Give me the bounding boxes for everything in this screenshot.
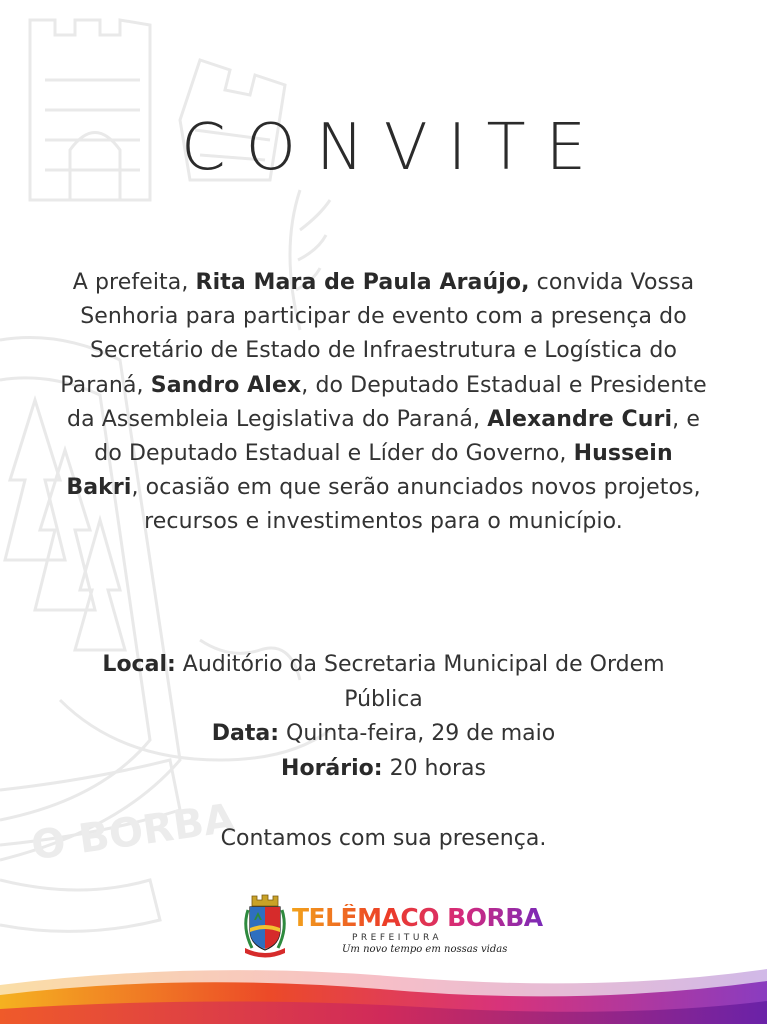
local-line [70, 648, 697, 717]
time-label: Horário: [281, 755, 383, 781]
brand-subtitle: PREFEITURA [352, 933, 443, 943]
text-deputy: , do Deputado Estadual e Presidente da Assembleia Legislativa do Paraná, [67, 372, 707, 432]
date-value: Quinta-feira, 29 de maio [279, 721, 556, 746]
secretary-name: Sandro Alex [150, 372, 302, 398]
date-line [70, 717, 697, 752]
closing-text: Contamos com sua presença. [220, 826, 547, 851]
time-line [70, 752, 697, 787]
page-title: CONVITE [180, 111, 607, 185]
mayor-name: Rita Mara de Paula Araújo, [195, 270, 530, 295]
prefeitura-logo [240, 892, 543, 962]
president-name: Alexandre Curi [487, 406, 673, 432]
brand-slogan: Um novo tempo em nossas vidas [342, 944, 508, 955]
text-invite: convida Vossa Senhoria para participar de evento com a presença do Secretário de Estado de Infraestrutura e Logística do Paraná, [60, 270, 695, 398]
local-value: Auditório da Secretaria Municipal de Ordem Pública [175, 652, 665, 712]
watermark-label: O BORBA [28, 795, 238, 870]
date-label: Data: [211, 721, 280, 746]
local-label: Local: [102, 652, 176, 677]
time-value: 20 horas [382, 755, 486, 781]
crest-icon [240, 892, 290, 958]
invitation-paragraph [60, 266, 707, 540]
leader-name: Hussein Bakri [66, 441, 673, 501]
brand-name: TELÊMACO BORBA [292, 903, 543, 932]
event-details [70, 648, 697, 786]
text-intro: A prefeita, [72, 270, 196, 295]
text-leader: , e do Deputado Estadual e Líder do Governo, [94, 406, 700, 467]
decorative-waves [0, 955, 767, 1024]
text-closing-sentence: , ocasião em que serão anunciados novos projetos, recursos e investimentos para o município. [131, 475, 701, 535]
